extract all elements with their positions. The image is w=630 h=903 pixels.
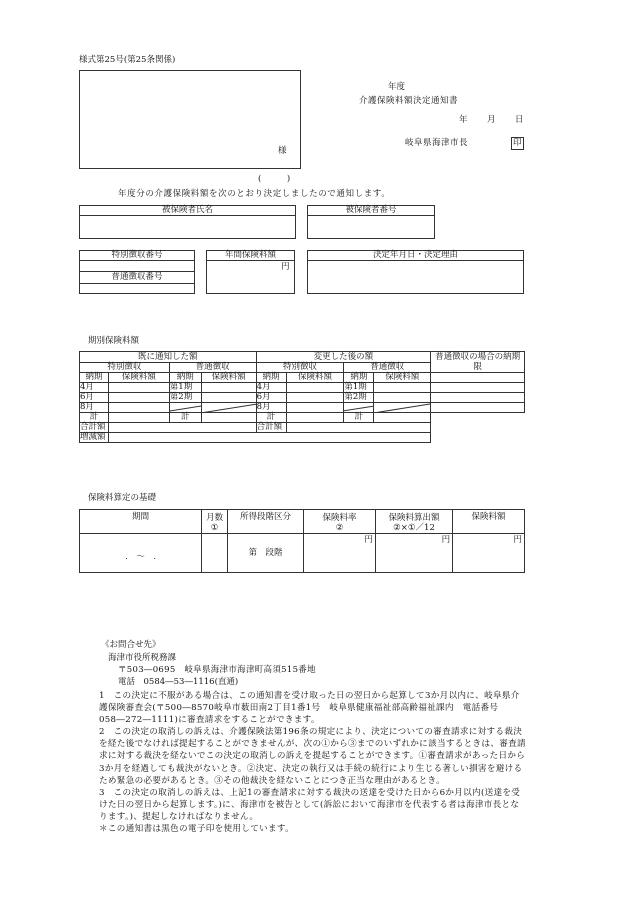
- already-notified-header: 既に通知した額: [80, 352, 257, 363]
- bracket-value: 第 段階: [227, 534, 303, 573]
- deadline-cell: [431, 393, 525, 403]
- amount-unit: 円: [453, 534, 525, 573]
- annual-premium-unit: 円: [281, 262, 290, 272]
- period-cell: 第2期: [344, 393, 374, 403]
- calc-unit: 円: [375, 534, 452, 573]
- period-header: 納期: [80, 373, 109, 383]
- subtotal-label: 計: [80, 413, 109, 423]
- period-value: . 〜 .: [80, 534, 202, 573]
- ordinary-header-2: 普通徴収: [344, 362, 431, 373]
- subtotal-label: 計: [256, 413, 286, 423]
- rate-header: 保険料率 ②: [304, 510, 376, 534]
- contact-heading: 《お問合せ先》: [101, 640, 161, 650]
- intro-text: 年度分の介護保険料額を次のとおり決定しましたので通知します。: [118, 189, 391, 199]
- special-header: 特別徴収: [80, 362, 170, 373]
- total-label: 合計額: [256, 423, 286, 433]
- period-cell: 6月: [256, 393, 286, 403]
- empty-cell: [344, 403, 374, 413]
- period-header: 納期: [256, 373, 286, 383]
- date-day: 日: [515, 115, 524, 125]
- period-cell: 第1期: [169, 383, 201, 393]
- deadline-header: 普通徴収の場合の納期限: [431, 352, 525, 373]
- after-change-header: 変更した後の額: [256, 352, 431, 363]
- ordinary-header: 普通徴収: [169, 362, 256, 373]
- recipient-address-box: [79, 70, 301, 169]
- recipient-paren: ( ): [258, 174, 291, 184]
- bracket-header: 所得段階区分: [227, 510, 303, 534]
- fiscal-year-label: 年度: [388, 82, 406, 92]
- note-3: 3 この決定の取消しの訴えは、上記1の審査請求に対する裁決の送達を受けた日から6か月以内(送達を受けた日の翌日から起算します。)に、海津市を被告として(訴訟において海津市を代表する者は海津市長となります。)、提起しなければなりません。: [99, 787, 521, 822]
- period-cell: 6月: [80, 393, 109, 403]
- period-cell: 4月: [80, 383, 109, 393]
- rate-unit: 円: [304, 534, 376, 573]
- note-2: 2 この決定の取消しの訴えは、介護保険法第196条の規定により、決定についての審査請求に対する裁決を経た後でなければ提起することができませんが、次の①から③までのいずれかに該当するときは、審査請求に対する裁決を経ないでこの決定の取消しの訴えを提起することができます。①審査請求があった日から3か月を経過しても裁決がないとき。②決定、決定の執行又は手続の続行により生じる著しい損害を避けるため緊急の必要があるとき。③その他裁決を経ないことにつき正当な理由があるとき。: [99, 727, 526, 786]
- contact-office: 海津市役所税務課: [108, 653, 177, 663]
- period-header: 納期: [344, 373, 374, 383]
- period-cell: 8月: [80, 403, 109, 413]
- note-4: ＊この通知書は黒色の電子印を使用しています。: [99, 824, 294, 835]
- months-header: 月数 ①: [202, 510, 228, 534]
- amount-header: 保険料額: [374, 373, 431, 383]
- insured-number-label: 被保険者番号: [345, 205, 397, 215]
- note-1: 1 この決定に不服がある場合は、この通知書を受け取った日の翌日から起算して3か月以内に、岐阜県介護保険審査会(〒500―8570岐阜市薮田南2丁目1番1号 岐阜県健康福祉部高齢福祉課内 電話番号058―272―1111)に審査請求をすることができます。: [99, 691, 520, 726]
- date-year: 年: [459, 115, 468, 125]
- period-cell: 第2期: [169, 393, 201, 403]
- basis-title: 保険料算定の基礎: [88, 493, 157, 503]
- contact-phone: 電話 0584―53―1116(直通): [118, 677, 239, 687]
- period-cell: 8月: [256, 403, 286, 413]
- period-cell: 第1期: [344, 383, 374, 393]
- seal-stamp: 印: [513, 138, 522, 148]
- recipient-honorific: 様: [278, 146, 287, 156]
- period-header: 期間: [80, 510, 202, 534]
- period-cell: 4月: [256, 383, 286, 393]
- issuer: 岐阜県海津市長: [405, 138, 469, 148]
- amount-header: 保険料額: [286, 373, 344, 383]
- decision-label: 決定年月日・決定理由: [372, 250, 458, 260]
- subtotal-label: 計: [344, 413, 374, 423]
- empty-cell: [169, 403, 201, 413]
- total-label: 合計額: [80, 423, 109, 433]
- installments-title: 期別保険料額: [88, 336, 140, 346]
- notes-block: [99, 690, 527, 835]
- ordinary-collection-label: 普通徴収番号: [111, 272, 163, 282]
- basis-table: [79, 509, 525, 573]
- installments-table: [79, 351, 525, 443]
- deadline-cell: [431, 403, 525, 413]
- empty-cell: [374, 403, 431, 413]
- subtotal-label: 計: [169, 413, 201, 423]
- diff-label: 増減額: [80, 433, 109, 443]
- special-collection-label: 特別徴収番号: [111, 250, 163, 260]
- amount-header: 保険料額: [108, 373, 169, 383]
- deadline-cell: [431, 383, 525, 393]
- deadline-cell: [431, 373, 525, 383]
- contact-address: 〒503―0695 岐阜県海津市海津町高須515番地: [118, 665, 316, 675]
- insured-name-label: 被保険者氏名: [161, 205, 213, 215]
- special-header-2: 特別徴収: [256, 362, 344, 373]
- amount-header: 保険料額: [201, 373, 256, 383]
- document-title: 介護保険料額決定通知書: [359, 96, 459, 106]
- form-number: 様式第25号(第25条関係): [79, 55, 176, 65]
- empty-cell: [201, 403, 256, 413]
- amount-header: 保険料額: [453, 510, 525, 534]
- period-header: 納期: [169, 373, 201, 383]
- date-month: 月: [487, 115, 496, 125]
- annual-premium-label: 年間保険料額: [224, 250, 276, 260]
- calc-header: 保険料算出額 ②×①／12: [375, 510, 452, 534]
